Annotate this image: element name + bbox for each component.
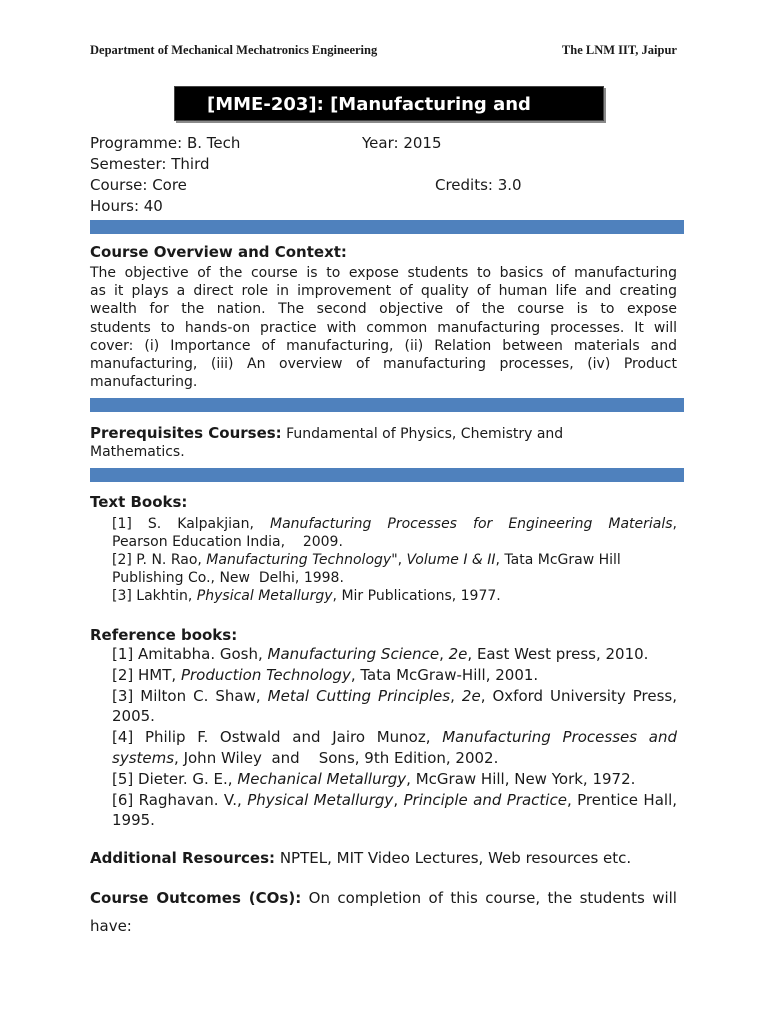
section-divider — [90, 220, 684, 234]
institute-header: The LNM IIT, Jaipur — [561, 43, 677, 57]
overview-paragraph — [90, 264, 677, 391]
overview-heading: Course Overview and Context: — [90, 243, 347, 261]
course-type: Course: Core — [90, 176, 187, 194]
textbook-publisher-cont: Publishing Co., New Delhi, 1998. — [112, 570, 344, 587]
year: Year: 2015 — [362, 134, 442, 152]
textbook-sep: ", — [391, 552, 407, 568]
prerequisites-text: Fundamental of Physics, Chemistry and — [286, 426, 564, 442]
section-divider — [90, 468, 684, 482]
prerequisites — [90, 424, 680, 461]
textbook-publisher: , Tata McGraw Hill — [495, 552, 621, 568]
programme: Programme: B. Tech — [90, 134, 241, 152]
textbook-author: [2] P. N. Rao, — [112, 552, 207, 568]
textbooks-heading: Text Books: — [90, 493, 188, 511]
section-divider — [90, 398, 684, 412]
reference-list — [112, 644, 677, 831]
reference-item: [6] Raghavan. V., Physical Metallurgy, Principle and Practice, Prentice Hall, 1995. — [112, 790, 678, 830]
overview-line: cover: (i) Importance of manufacturing, (ii) Relation between materials and — [90, 337, 677, 354]
reference-item: [3] Milton C. Shaw, Metal Cutting Principles, 2e, Oxford University Press, 2005. — [112, 686, 677, 726]
overview-line: as it plays a direct role in improvement of quality of human life and creating — [90, 283, 677, 300]
overview-line: students to hands-on practice with common manufacturing processes. It will — [90, 319, 677, 336]
overview-line: wealth for the nation. The second objective of the course is to expose — [90, 301, 677, 318]
additional-resources-label: Additional Resources: — [90, 849, 276, 867]
department-header: Department of Mechanical Mechatronics Engineering — [90, 43, 378, 57]
textbook-sep: , — [672, 516, 677, 532]
prerequisites-label: Prerequisites Courses: — [90, 424, 282, 442]
overview-line: The objective of the course is to expose students to basics of manufacturing — [90, 265, 677, 281]
hours: Hours: 40 — [90, 197, 163, 215]
reference-item: [2] HMT, Production Technology, Tata McGraw-Hill, 2001. — [112, 665, 539, 684]
reference-item: [4] Philip F. Ostwald and Jairo Munoz, Manufacturing Processes and systems, John Wiley and Sons, 9th Edition, 2002. — [112, 728, 677, 767]
reference-item: [1] Amitabha. Gosh, Manufacturing Science, 2e, East West press, 2010. — [112, 645, 649, 663]
textbook-publisher: Pearson Education India, 2009. — [112, 534, 343, 551]
references-heading: Reference books: — [90, 626, 238, 644]
textbook-volume: Volume I & II — [406, 552, 496, 568]
course-outcomes-label: Course Outcomes (COs): — [90, 889, 302, 907]
textbook-title: Physical Metallurgy — [196, 588, 333, 604]
additional-resources — [90, 849, 631, 867]
textbook-item — [112, 515, 677, 551]
textbook-author: [3] Lakhtin, — [112, 588, 197, 604]
course-title-box — [174, 86, 604, 121]
course-title: [MME-203]: [Manufacturing and — [207, 94, 531, 115]
prerequisites-text-cont: Mathematics. — [90, 444, 185, 461]
textbook-title: Manufacturing Processes for Engineering Materials — [269, 516, 673, 532]
overview-line: manufacturing. — [90, 374, 198, 391]
textbook-item — [112, 551, 677, 587]
textbook-title: Manufacturing Technology — [206, 552, 392, 568]
textbook-author: [1] S. Kalpakjian, — [112, 516, 270, 532]
semester: Semester: Third — [90, 155, 210, 173]
course-outcomes — [90, 884, 677, 940]
course-outcomes-text: On completion of this course, the students will — [308, 889, 677, 907]
credits: Credits: 3.0 — [435, 176, 522, 194]
overview-line: manufacturing, (iii) An overview of manufacturing processes, (iv) Product — [90, 356, 677, 373]
course-outcomes-text-cont: have: — [90, 917, 132, 935]
textbook-item — [112, 587, 677, 605]
reference-item: [5] Dieter. G. E., Mechanical Metallurgy, McGraw Hill, New York, 1972. — [112, 769, 636, 788]
additional-resources-text: NPTEL, MIT Video Lectures, Web resources etc. — [279, 849, 632, 867]
textbook-publisher: , Mir Publications, 1977. — [332, 588, 501, 604]
